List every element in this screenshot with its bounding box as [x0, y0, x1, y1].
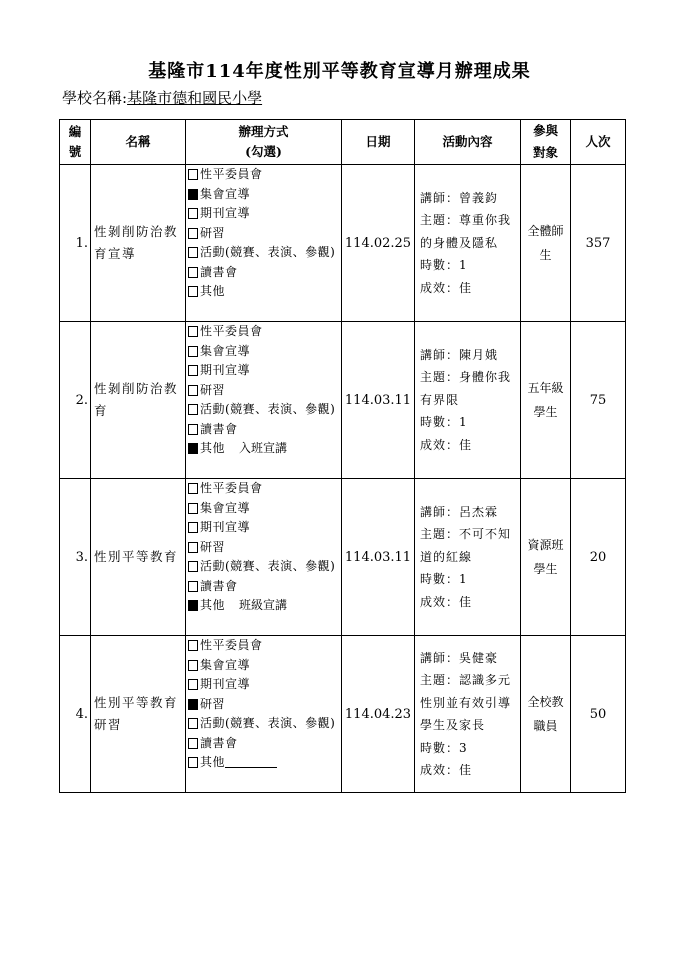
method-option-label: 活動(競賽、表演、參觀): [200, 402, 336, 416]
document-title: 基隆市114年度性別平等教育宣導月辦理成果: [148, 61, 531, 82]
header-no: 編號: [60, 120, 91, 165]
method-option-label: 集會宣導: [200, 186, 251, 201]
header-method-sub: (勾選): [245, 144, 282, 159]
unchecked-box-icon: [188, 286, 198, 297]
row-number: 2.: [60, 322, 91, 479]
method-option-label: 活動(競賽、表演、參觀): [200, 716, 336, 730]
method-option: [188, 204, 341, 224]
activity-date: 114.03.11: [342, 479, 415, 636]
method-option: [188, 400, 341, 420]
method-option-label: 讀書會: [200, 264, 238, 279]
activity-name: 性別平等教育研習: [91, 636, 186, 793]
method-option: [188, 675, 341, 695]
method-option: [188, 479, 341, 499]
participant-target: 全體師生: [521, 165, 571, 322]
content-line: 成效：佳: [420, 594, 473, 609]
unchecked-box-icon: [188, 424, 198, 435]
method-option: [188, 185, 341, 205]
participant-target: 五年級學生: [521, 322, 571, 479]
method-option: [188, 381, 341, 401]
method-option: [188, 322, 341, 342]
content-line: 講師：呂杰霖: [420, 504, 499, 519]
method-option-label: 其他: [200, 755, 226, 769]
table-row: [60, 636, 626, 793]
method-option-label: 研習: [200, 382, 226, 397]
header-target: 參與對象: [521, 120, 571, 165]
participant-target: 資源班學生: [521, 479, 571, 636]
header-method: [186, 120, 342, 165]
activity-name: 性別平等教育: [91, 479, 186, 636]
method-option-label: 期刊宣導: [200, 363, 251, 377]
content-line: 講師：吳健豪: [420, 650, 499, 665]
method-option: [188, 656, 341, 676]
method-option-label: 性平委員會: [200, 324, 263, 338]
unchecked-box-icon: [188, 503, 198, 514]
method-option-label: 性平委員會: [200, 167, 263, 181]
unchecked-box-icon: [188, 718, 198, 729]
method-option: [188, 538, 341, 558]
checked-box-icon: [188, 443, 198, 454]
content-line: 時數：3: [420, 740, 468, 755]
header-row: [60, 120, 626, 165]
method-option-label: 期刊宣導: [200, 520, 251, 534]
checked-box-icon: [188, 699, 198, 710]
method-option: [188, 499, 341, 519]
method-option-label: 性平委員會: [200, 638, 263, 652]
unchecked-box-icon: [188, 738, 198, 749]
method-option-label: 活動(競賽、表演、參觀): [200, 559, 336, 573]
header-name: 名稱: [91, 120, 186, 165]
method-option: [188, 243, 341, 263]
header-content: 活動內容: [415, 120, 521, 165]
unchecked-box-icon: [188, 365, 198, 376]
method-option: [188, 439, 341, 459]
unchecked-box-icon: [188, 483, 198, 494]
row-number: 1.: [60, 165, 91, 322]
header-date: 日期: [342, 120, 415, 165]
activity-name: 性剝削防治教育宣導: [91, 165, 186, 322]
method-option-label: 集會宣導: [200, 343, 251, 358]
method-option: [188, 165, 341, 185]
method-option-label: 活動(競賽、表演、參觀): [200, 245, 336, 259]
method-checklist: [186, 322, 342, 479]
activity-name: 性剝削防治教育: [91, 322, 186, 479]
method-option-label: 讀書會: [200, 735, 238, 750]
method-option-label: 研習: [200, 696, 226, 711]
method-option: [188, 714, 341, 734]
participant-count: 75: [571, 322, 626, 479]
unchecked-box-icon: [188, 208, 198, 219]
method-option-label: 讀書會: [200, 421, 238, 436]
unchecked-box-icon: [188, 267, 198, 278]
content-line: 時數：1: [420, 258, 468, 273]
unchecked-box-icon: [188, 228, 198, 239]
method-option-label: 期刊宣導: [200, 677, 251, 691]
content-line: 主題：身體你我有界限: [420, 370, 512, 407]
activity-content: [415, 322, 521, 479]
unchecked-box-icon: [188, 757, 198, 768]
method-option: [188, 342, 341, 362]
unchecked-box-icon: [188, 522, 198, 533]
method-option-label: 集會宣導: [200, 657, 251, 672]
method-option: [188, 420, 341, 440]
content-line: 講師：陳月娥: [420, 347, 499, 362]
school-line: [62, 87, 262, 108]
method-option: [188, 557, 341, 577]
header-method-title: 辦理方式: [238, 124, 289, 139]
method-option: [188, 282, 341, 302]
content-line: 成效：佳: [420, 280, 473, 295]
participant-count: 20: [571, 479, 626, 636]
activity-content: [415, 165, 521, 322]
content-line: 時數：1: [420, 415, 468, 430]
participant-count: 357: [571, 165, 626, 322]
school-name: 基隆市德和國民小學: [127, 89, 263, 107]
method-option-label: 讀書會: [200, 578, 238, 593]
method-option-label: 集會宣導: [200, 500, 251, 515]
method-other-note: 班級宣講: [239, 598, 288, 612]
participant-target: 全校教職員: [521, 636, 571, 793]
unchecked-box-icon: [188, 326, 198, 337]
content-line: 主題：不可不知道的紅線: [420, 527, 512, 564]
method-option: [188, 734, 341, 754]
header-count: 人次: [571, 120, 626, 165]
participant-count: 50: [571, 636, 626, 793]
row-number: 4.: [60, 636, 91, 793]
table-row: [60, 479, 626, 636]
activity-content: [415, 636, 521, 793]
checked-box-icon: [188, 600, 198, 611]
unchecked-box-icon: [188, 542, 198, 553]
unchecked-box-icon: [188, 679, 198, 690]
method-option-label: 性平委員會: [200, 481, 263, 495]
content-line: 成效：佳: [420, 763, 473, 777]
method-option-label: 研習: [200, 539, 226, 554]
method-option-label: 其他: [200, 284, 226, 298]
table-row: [60, 165, 626, 322]
method-option: [188, 518, 341, 538]
content-line: 講師：曾義鈞: [420, 190, 499, 205]
unchecked-box-icon: [188, 169, 198, 180]
unchecked-box-icon: [188, 247, 198, 258]
content-line: 主題：認識多元性別並有效引導學生及家長: [420, 673, 512, 732]
school-label: 學校名稱:: [62, 89, 128, 107]
method-option-label: 其他: [200, 441, 226, 455]
method-checklist: [186, 636, 342, 793]
checked-box-icon: [188, 189, 198, 200]
table-row: [60, 322, 626, 479]
unchecked-box-icon: [188, 581, 198, 592]
unchecked-box-icon: [188, 640, 198, 651]
activity-date: 114.03.11: [342, 322, 415, 479]
method-checklist: [186, 165, 342, 322]
row-number: 3.: [60, 479, 91, 636]
method-option: [188, 224, 341, 244]
unchecked-box-icon: [188, 660, 198, 671]
results-table: [59, 119, 626, 793]
method-option: [188, 361, 341, 381]
method-option: [188, 263, 341, 283]
method-option: [188, 753, 341, 773]
activity-content: [415, 479, 521, 636]
activity-date: 114.02.25: [342, 165, 415, 322]
content-line: 時數：1: [420, 572, 468, 587]
method-option: [188, 577, 341, 597]
unchecked-box-icon: [188, 561, 198, 572]
fill-in-blank-line: [225, 753, 277, 768]
method-option-label: 其他: [200, 598, 226, 612]
unchecked-box-icon: [188, 404, 198, 415]
method-option-label: 期刊宣導: [200, 206, 251, 220]
content-line: 主題：尊重你我的身體及隱私: [420, 213, 512, 250]
content-line: 成效：佳: [420, 437, 473, 452]
method-option: [188, 596, 341, 616]
unchecked-box-icon: [188, 385, 198, 396]
activity-date: 114.04.23: [342, 636, 415, 793]
method-option: [188, 695, 341, 715]
method-checklist: [186, 479, 342, 636]
unchecked-box-icon: [188, 346, 198, 357]
method-other-note: 入班宣講: [239, 441, 288, 455]
method-option: [188, 636, 341, 656]
method-option-label: 研習: [200, 225, 226, 240]
